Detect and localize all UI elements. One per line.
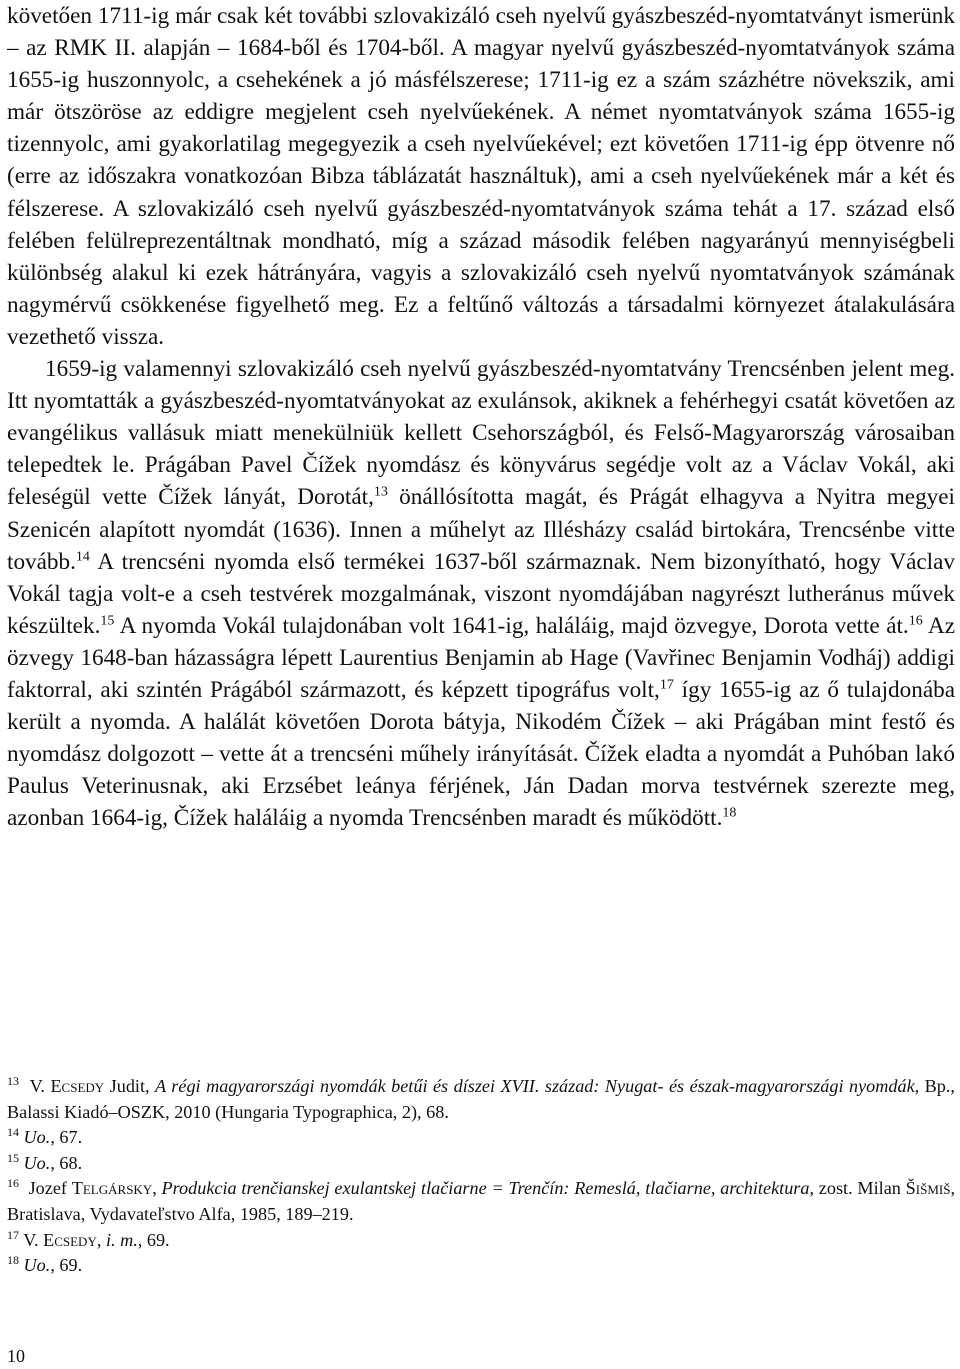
footnote-number: 14 <box>7 1125 19 1140</box>
paragraph-2 <box>7 353 955 834</box>
work-title: A régi magyarországi nyomdák betűi és díszei XVII. század: Nyugat- és észak-magyarországi nyomdák <box>155 1076 915 1096</box>
footnote-13 <box>7 1074 955 1125</box>
footnote-18 <box>7 1253 955 1279</box>
footnote-text: , <box>152 1178 162 1199</box>
paragraph-1-text: követően 1711-ig már csak két további szlovakizáló cseh nyelvű gyászbeszéd-nyomtatványt ismerünk – az RMK II. alapján – 1684-ből és 1704-ből. A magyar nyelvű gyászbeszéd-nyomtatványok száma 1655-ig huszonnyolc, a csehekének a jó másfélszerese; 1711-ig ez a szám százhétre növekszik, ami már ötszöröse az eddigre megjelent cseh nyelvűekének. A német nyomtatványok száma 1655-ig tizennyolc, ami gyakorlatilag megegyezik a cseh nyelvűekével; ezt követően 1711-ig épp ötvenre nő (erre az időszakra vonatkozóan Bibza táblázatát használtuk), ami a cseh nyelvűekének már a két és félszerese. A szlovakizáló cseh nyelvű gyászbeszéd-nyomtatványok száma tehát a 17. század első felében felülreprezentáltnak mondható, míg a század második felében nagyarányú mennyiségbeli különbség alakul ki ezek hátrányára, vagyis a szlovakizáló cseh nyelvű nyomtatványok számának nagymérvű csökkenése figyelhető meg. Ez a feltűnő változás a társadalmi környezet átalakulására vezethető vissza. <box>7 3 955 350</box>
paragraph-2-text-1: 1659-ig valamennyi szlovakizáló cseh nyelvű gyászbeszéd-nyomtatvány Trencsénben jelent meg. Itt nyomtatták a gyászbeszéd-nyomtatványokat az exulánsok, akiknek a fehérhegyi csatát követően az evangélikus vallásuk miatt menekülniük kellett Csehországból, és Felső-Magyarország városaiban telepedtek le. Prágában Pavel Čížek nyomdász és könyvárus segédje volt az a Václav Vokál, aki feleségül vette Čížek lányát, Dorotát, <box>7 356 955 511</box>
footnote-number: 16 <box>7 1176 19 1191</box>
editor-name: Šišmiš <box>905 1178 951 1199</box>
footnote-text: , 67. <box>50 1127 83 1148</box>
footnote-text: , 69. <box>137 1229 170 1250</box>
footnote-15 <box>7 1151 955 1177</box>
footnote-ref-18[interactable]: 18 <box>722 805 737 821</box>
main-text <box>7 0 955 834</box>
footnote-text: , Bratislava, Vydavateľstvo Alfa, 1985, 189–219. <box>7 1178 956 1224</box>
footnote-text: Jozef <box>28 1178 72 1199</box>
footnote-text: Judit, <box>104 1076 156 1096</box>
footnote-ref-14[interactable]: 14 <box>75 548 90 564</box>
footnote-14 <box>7 1125 955 1151</box>
paragraph-2-text-6: így 1655-ig az ő tulajdonába került a nyomda. A halálát követően Dorota bátyja, Nikodém Čížek – aki Prágában mint festő és nyomdász dolgozott – vette át a trencséni műhely irányítását. Čížek eladta a nyomdát a Puhóban lakó Paulus Veterinusnak, aki Erzsébet leánya férjének, Ján Dadan morva testvérnek szerezte meg, azonban 1664-ig, Čížek haláláig a nyomda Trencsénben maradt és működött. <box>7 676 955 832</box>
footnote-ref-15[interactable]: 15 <box>100 613 115 629</box>
footnote-16 <box>7 1176 955 1227</box>
ibid-abbrev: Uo. <box>23 1152 51 1173</box>
footnote-17 <box>7 1228 955 1254</box>
footnote-ref-16[interactable]: 16 <box>908 613 923 629</box>
author-name: Telgársky <box>71 1178 153 1199</box>
paragraph-2-text-2: önállósította magát, és Prágát elhagyva a Nyitra megyei Szenicén alapított nyomdát (1636). Innen a műhelyt az Illésházy család birtokára, Trencsénbe vitte tovább. <box>7 484 955 575</box>
work-title: Produkcia trenčianskej exulantskej tlačiarne = Trenčín: Remeslá, tlačiarne, architektura <box>161 1178 810 1199</box>
footnotes <box>7 1074 955 1279</box>
author-name: Ecsedy <box>43 1229 97 1250</box>
ibid-abbrev: i. m. <box>105 1229 138 1250</box>
author-name: Ecsedy <box>50 1076 105 1096</box>
footnote-text: , 69. <box>50 1255 83 1276</box>
footnote-text: , 68. <box>50 1152 83 1173</box>
paragraph-2-text-4: A nyomda Vokál tulajdonában volt 1641-ig, haláláig, majd özvegye, Dorota vette át. <box>114 612 909 639</box>
footnote-text: V. <box>29 1076 51 1096</box>
footnote-text: , <box>96 1229 106 1250</box>
paragraph-2-text-5: Az özvegy 1648-ban házasságra lépett Laurentius Benjamin ab Hage (Vavřinec Benjamin Vodháj) addigi faktorral, aki szintén Prágából származott, és képzett tipográfus volt, <box>7 612 955 703</box>
footnote-text: , Bp., Balassi Kiadó–OSZK, 2010 (Hungaria Typographica, 2), 68. <box>7 1076 955 1122</box>
paragraph-2-text-3: A trencséni nyomda első termékei 1637-ből származnak. Nem bizonyítható, hogy Václav Vokál tagja volt-e a cseh testvérek mozgalmának, viszont nyomdájában nagyrészt lutheránus művek készültek. <box>7 548 955 639</box>
footnote-number: 15 <box>7 1150 19 1165</box>
footnote-text: , zost. Milan <box>809 1178 906 1199</box>
page-number: 10 <box>7 1346 25 1366</box>
ibid-abbrev: Uo. <box>23 1127 51 1148</box>
footnote-number: 13 <box>7 1073 19 1088</box>
footnote-text: V. <box>23 1229 44 1250</box>
footnote-ref-13[interactable]: 13 <box>373 484 388 500</box>
footnote-ref-17[interactable]: 17 <box>659 677 674 693</box>
footnote-number: 17 <box>7 1227 19 1242</box>
ibid-abbrev: Uo. <box>23 1255 51 1276</box>
paragraph-1 <box>7 0 955 353</box>
footnote-number: 18 <box>7 1253 19 1268</box>
